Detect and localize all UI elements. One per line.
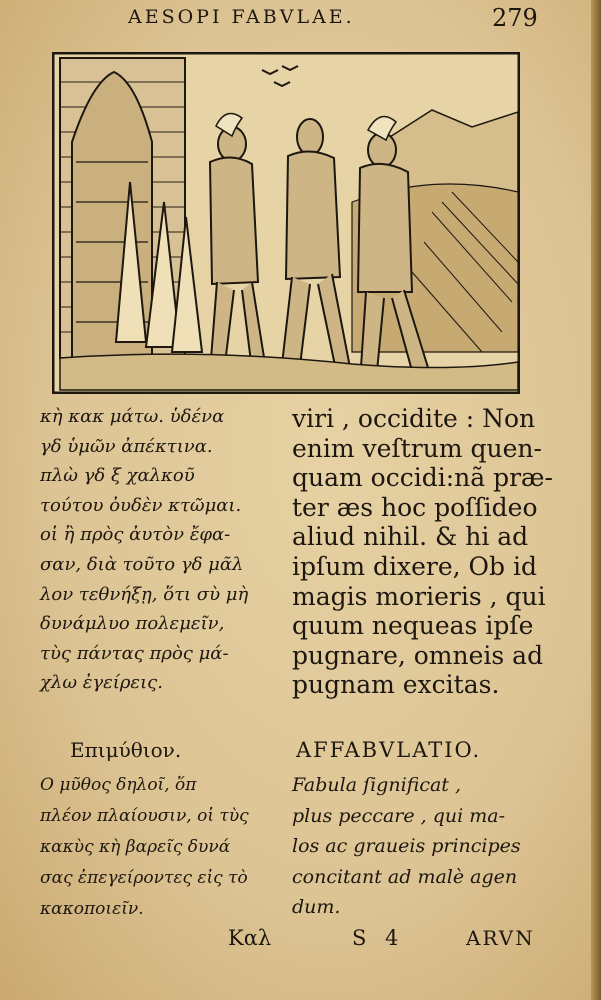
latin-line: ter æs hoc poſſideo	[292, 492, 538, 522]
greek-moral-text	[40, 770, 280, 925]
latin-line: quum nequeas ipſe	[292, 611, 534, 641]
latin-line: pugnare, omneis ad	[292, 640, 544, 670]
greek-line: τὺς πάντας πρὸς μά-	[40, 642, 229, 664]
latin-line: enim veſtrum quen-	[292, 433, 542, 463]
greek-moral-line: κακὺς κὴ βαρεῖς δυνά	[40, 837, 231, 857]
latin-moral-text	[292, 770, 562, 923]
latin-moral-line: concitant ad malè agen	[292, 865, 518, 888]
greek-line: γδ ὑμῶν ἀπέκτινα.	[40, 435, 213, 457]
latin-line: aliud nihil. & hi ad	[292, 522, 529, 552]
greek-fable-text	[40, 402, 270, 698]
greek-line: κὴ κακ μάτω. ὑδένα	[40, 406, 225, 427]
greek-moral-line: πλέον πλαίουσιν, οἱ τὺς	[40, 806, 249, 826]
latin-line: pugnam excitas.	[292, 670, 500, 700]
latin-moral-heading: AFFABVLATIO.	[296, 738, 482, 762]
greek-line: οἱ ἢ πρὸς ἀυτὸν ἔφα-	[40, 524, 231, 546]
catchword-greek: Καλ	[228, 926, 272, 950]
latin-line: magis morieris , qui	[292, 581, 546, 611]
greek-line: σαν, διὰ τοῦτο γδ μᾶλ	[40, 553, 244, 575]
page-edge	[591, 0, 601, 1000]
running-title: AESOPI FABVLAE.	[128, 6, 355, 28]
latin-moral-line: los ac graueis principes	[292, 835, 521, 857]
greek-moral-heading: Επιμύθιον.	[70, 738, 182, 762]
greek-line: χλω ἐγείρεις.	[40, 672, 163, 694]
latin-line: viri , occidite : Non	[292, 404, 536, 433]
greek-line: λον τεθνήξῃ, ὅτι σὺ μὴ	[40, 583, 249, 605]
greek-moral-line: σας ἐπεγείροντες εἰς τὸ	[40, 868, 248, 888]
greek-moral-line: Ο μῦθος δηλοῖ, ὅπ	[40, 775, 197, 795]
catchword-latin: ARVN	[466, 926, 535, 950]
greek-moral-line: κακοποιεῖν.	[40, 899, 144, 919]
latin-moral-line: plus peccare , qui ma-	[292, 804, 506, 827]
greek-line: δυνάμλυο πολεμεῖν,	[40, 613, 225, 635]
latin-fable-text	[292, 404, 562, 700]
woodcut-illustration-icon	[52, 52, 520, 394]
signature-mark: S 4	[352, 926, 405, 950]
greek-line: πλὼ γδ ξ χαλκοῦ	[40, 465, 195, 487]
page-number: 279	[492, 4, 538, 32]
latin-moral-line: dum.	[292, 896, 341, 918]
latin-line: quam occidi:nã præ-	[292, 463, 553, 493]
greek-line: τούτου ὀυδὲν κτῶμαι.	[40, 494, 242, 516]
latin-moral-line: Fabula ſignificat ,	[292, 774, 462, 796]
latin-line: ipſum dixere, Ob id	[292, 551, 537, 581]
